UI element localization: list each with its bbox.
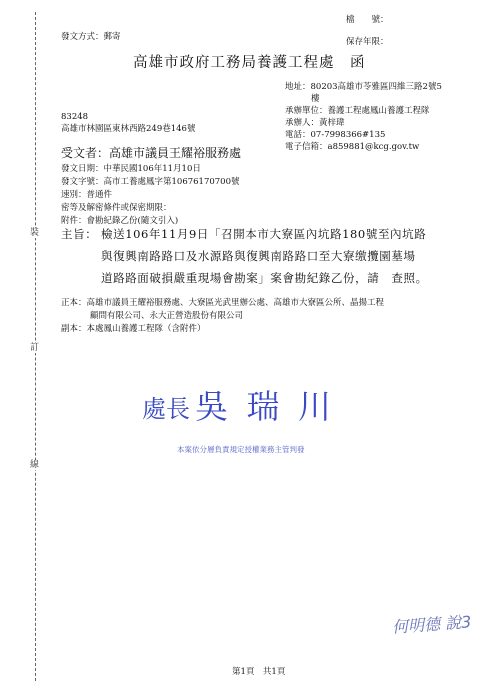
recipient-address: 高雄市林園區東林西路249巷146號: [61, 124, 196, 134]
copy-recipients: 副本：本處鳳山養護工程隊（含附件）: [61, 324, 206, 334]
document-title: 高雄市政府工務局養護工程處 函: [133, 55, 366, 71]
handling-unit: 承辦單位：養護工程處鳳山養護工程隊: [285, 106, 430, 116]
subject-line-1: 檢送106年11月9日「召開本市大寮區內坑路180號至內坑路: [101, 227, 427, 241]
secrecy-level: 密等及解密條件或保密期限：: [61, 203, 172, 213]
signature-name-stamp: 吳 瑞 川: [195, 387, 335, 426]
delegation-note-stamp: 本案依分層負責規定授權業務主管判發: [177, 445, 305, 454]
signature-title-stamp: 處長: [142, 395, 190, 423]
speed-class: 速別：普通件: [61, 190, 113, 200]
handler-name: 承辦人：黃梓瑋: [285, 118, 345, 128]
handler-email: 電子信箱：a859881@kcg.gov.tw: [285, 142, 420, 152]
sender-address: 地址：80203高雄市苓雅區四維三路2號5: [285, 82, 442, 92]
subject-label: 主旨：: [61, 227, 98, 241]
attachment-line: 附件：會勘紀錄乙份(隨文引入): [61, 216, 179, 226]
binding-mark-bottom: 線: [30, 460, 40, 470]
subject-line-3: 道路路面破損嚴重現場會勘案」案會勘紀錄乙份，請 查照。: [101, 271, 428, 285]
handwritten-note: 何明德 說3: [391, 612, 472, 637]
main-recipients-line-1: 正本：高雄市議員王耀裕服務處、大寮區光武里辦公處、高雄市大寮區公所、晶揚工程: [61, 298, 385, 308]
recipient-zip: 83248: [61, 112, 89, 122]
main-recipients-line-2: 顧問有限公司、永大正營造股份有限公司: [90, 311, 244, 321]
handler-phone: 電話：07-7998366#135: [285, 130, 386, 140]
document-number: 發文字號：高市工養處鳳字第10676170700號: [61, 177, 240, 187]
binding-mark-middle: 訂: [30, 343, 40, 353]
sender-address-cont: 樓: [311, 94, 320, 104]
file-number-label: 檔 號：: [346, 15, 389, 25]
delivery-method: 發文方式：郵寄: [61, 32, 121, 42]
page-indicator: 第1頁 共1頁: [232, 667, 286, 677]
subject-line-2: 與復興南路路口及水源路與復興南路路口至大寮缴攬園墓場: [101, 249, 416, 263]
issue-date: 發文日期：中華民國106年11月10日: [61, 164, 201, 174]
retention-label: 保存年限：: [346, 37, 389, 47]
binding-mark-top: 裝: [30, 228, 40, 238]
recipient-line: 受文者：高雄市議員王耀裕服務處: [61, 146, 242, 160]
